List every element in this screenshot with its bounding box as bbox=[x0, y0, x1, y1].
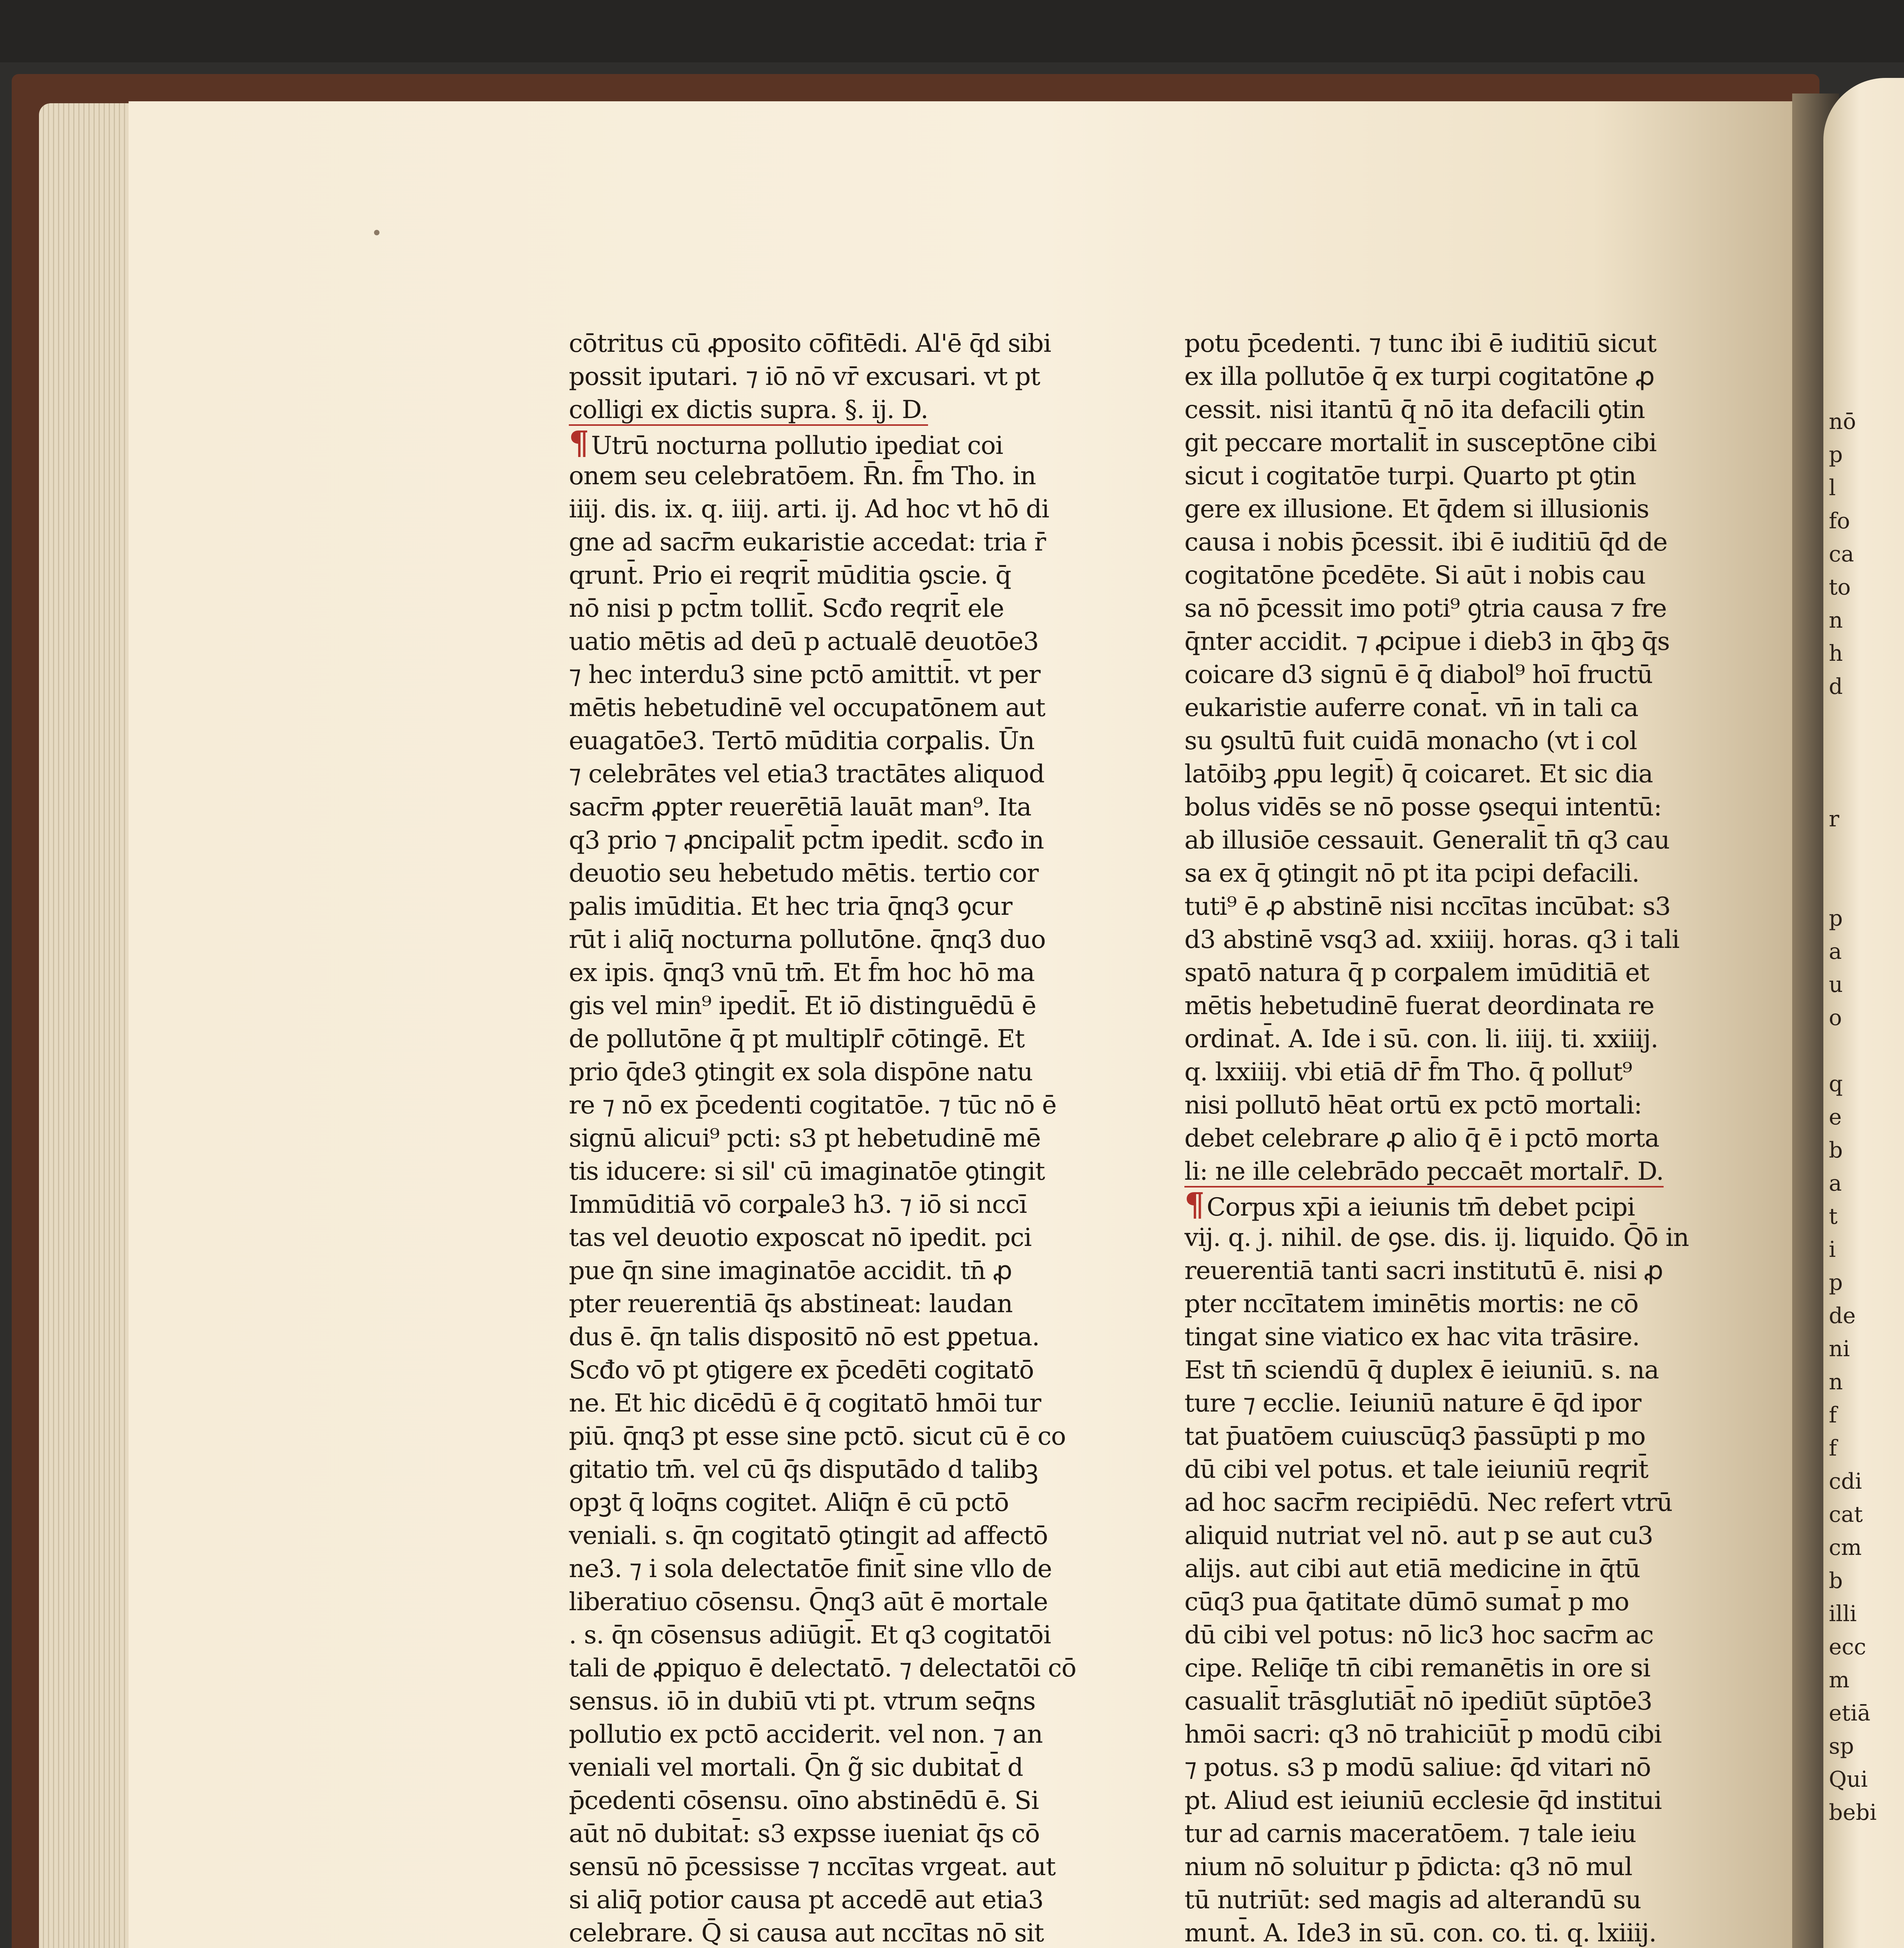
text-line bbox=[1184, 857, 1718, 890]
text-line bbox=[1184, 1188, 1718, 1221]
text-line bbox=[1184, 824, 1718, 857]
right-page-edge bbox=[1823, 78, 1904, 1948]
text-line-content: gne ad sacr̄m eukaristie accedat: tria r̄ bbox=[569, 528, 1046, 557]
text-line bbox=[1184, 393, 1718, 427]
text-line bbox=[1184, 1884, 1718, 1917]
margin-fragment: n bbox=[1829, 1369, 1843, 1395]
text-line-content: tur ad carnis maceratōem. ⁊ tale ieiu bbox=[1184, 1819, 1636, 1848]
text-line bbox=[1184, 1917, 1718, 1948]
margin-fragment: to bbox=[1829, 575, 1851, 600]
text-line bbox=[569, 1122, 1103, 1155]
text-line-content: liberatiuo cōsensu. Q̄nq3 aūt ē mortale bbox=[569, 1588, 1048, 1616]
text-line bbox=[1184, 493, 1718, 526]
text-line-content: aūt nō dubitat̄: s3 expsse iueniat q̄s cō bbox=[569, 1819, 1040, 1848]
text-line-content: ⁊ hec interdu3 sine pctō amittit̄. vt per bbox=[569, 660, 1040, 689]
text-line-content: qrunt̄. Prio ei reqrit̄ mūditia ꝯscie. q̄ bbox=[569, 561, 1011, 590]
text-line-content: ab illusiōe cessauit. Generalit̄ tn̄ q3 cau bbox=[1184, 826, 1670, 855]
text-line-content: bolus vidēs se nō posse ꝯsequi intentū: bbox=[1184, 793, 1662, 822]
text-line bbox=[569, 658, 1103, 692]
text-line-content: pter nccītatem iminētis mortis: ne cō bbox=[1184, 1290, 1639, 1318]
margin-fragment: t bbox=[1829, 1204, 1838, 1229]
text-line-content: opꝫt q̄ loq̄ns cogitet. Aliq̄n ē cū pctō bbox=[569, 1488, 1009, 1517]
text-line-content: Immūditiā vō corꝑale3 h3. ⁊ iō si nccī bbox=[569, 1190, 1027, 1219]
text-line-content: q̄nter accidit. ⁊ ꝓcipue i dieb3 in q̄bꝫ q̄s bbox=[1184, 627, 1670, 656]
text-line bbox=[569, 1718, 1103, 1751]
text-line bbox=[569, 559, 1103, 592]
margin-fragment: p bbox=[1829, 906, 1843, 931]
text-line-content: eukaristie auferre conat̄. vn̄ in tali ca bbox=[1184, 693, 1638, 722]
text-line-content: veniali vel mortali. Q̄n g̃ sic dubitat̄ d bbox=[569, 1753, 1023, 1782]
text-line bbox=[1184, 1387, 1718, 1420]
margin-fragment: a bbox=[1829, 939, 1842, 964]
text-line-content: coicare d3 signū ē q̄ diabol⁹ hoī fructū bbox=[1184, 660, 1653, 689]
text-line bbox=[569, 493, 1103, 526]
text-line bbox=[569, 592, 1103, 625]
text-line-content: ⁊ potus. s3 p modū saliue: q̄d vitari nō bbox=[1184, 1753, 1651, 1782]
text-line-content: onem seu celebratōem. R̄n. f̄m Tho. in bbox=[569, 462, 1036, 491]
text-line bbox=[1184, 1553, 1718, 1586]
text-line-content: . s. q̄n cōsensus adiūgit̄. Et q3 cogitatōi bbox=[569, 1621, 1051, 1650]
text-line bbox=[569, 393, 1103, 427]
text-line bbox=[569, 1354, 1103, 1387]
text-line bbox=[1184, 625, 1718, 658]
text-line bbox=[1184, 658, 1718, 692]
text-line-content: alijs. aut cibi aut etiā medicine in q̄tū bbox=[1184, 1555, 1640, 1583]
text-line bbox=[1184, 1685, 1718, 1718]
right-text-column bbox=[1184, 327, 1718, 1948]
text-line bbox=[1184, 692, 1718, 725]
margin-fragment: f bbox=[1829, 1436, 1837, 1461]
text-line bbox=[1184, 592, 1718, 625]
text-line bbox=[569, 1553, 1103, 1586]
margin-fragment: cm bbox=[1829, 1535, 1862, 1560]
text-line bbox=[1184, 1255, 1718, 1288]
text-line bbox=[569, 824, 1103, 857]
margin-fragment bbox=[1823, 836, 1904, 869]
text-line-content: hmōi sacri: q3 nō trahiciūt̄ p modū cibi bbox=[1184, 1720, 1662, 1749]
text-line bbox=[569, 460, 1103, 493]
text-line bbox=[569, 1221, 1103, 1255]
text-line bbox=[1184, 1354, 1718, 1387]
text-line bbox=[569, 1453, 1103, 1486]
text-line bbox=[1184, 1321, 1718, 1354]
text-line bbox=[569, 990, 1103, 1023]
text-line bbox=[1184, 1221, 1718, 1255]
text-line bbox=[1184, 1023, 1718, 1056]
text-line bbox=[569, 791, 1103, 824]
text-line bbox=[1184, 990, 1718, 1023]
margin-fragment: h bbox=[1829, 641, 1843, 666]
text-line bbox=[569, 923, 1103, 956]
margin-fragment: cdi bbox=[1829, 1469, 1862, 1494]
text-line-content: ad hoc sacr̄m recipiēdū. Nec refert vtrū bbox=[1184, 1488, 1673, 1517]
text-line-content: tas vel deuotio exposcat nō ipedit. pci bbox=[569, 1223, 1032, 1252]
text-line bbox=[569, 360, 1103, 393]
left-text-column bbox=[569, 327, 1103, 1948]
text-line-content: nisi pollutō hēat ortū ex pctō mortali: bbox=[1184, 1091, 1642, 1120]
text-line-content: signū alicui⁹ pcti: s3 pt hebetudinē mē bbox=[569, 1124, 1041, 1153]
margin-fragment: l bbox=[1829, 475, 1836, 501]
text-line-content: aliquid nutriat vel nō. aut p se aut cu3 bbox=[1184, 1521, 1653, 1550]
text-line-content: ture ⁊ ecclie. Ieiuniū nature ē q̄d ipor bbox=[1184, 1389, 1641, 1418]
text-line-content: ⁊ celebrātes vel etia3 tractātes aliquod bbox=[569, 760, 1045, 789]
text-line-content: q. lxxiiij. vbi etiā dr̄ f̄m Tho. q̄ pollut⁹ bbox=[1184, 1058, 1632, 1087]
text-line-content: possit iputari. ⁊ iō nō vr̄ excusari. vt pt bbox=[569, 362, 1040, 391]
text-line bbox=[1184, 1751, 1718, 1784]
text-line-content: spatō natura q̄ p corꝑalem imūditiā et bbox=[1184, 958, 1649, 987]
text-line bbox=[569, 1486, 1103, 1519]
text-line-content: rūt i aliq̄ nocturna pollutōne. q̄nq3 duo bbox=[569, 925, 1046, 954]
text-line bbox=[1184, 1420, 1718, 1453]
text-line bbox=[569, 1056, 1103, 1089]
margin-fragment bbox=[1823, 869, 1904, 902]
margin-fragment: m bbox=[1829, 1667, 1850, 1693]
text-line-content: munt̄. A. Ide3 in sū. con. co. ti. q. lxiiij. bbox=[1184, 1919, 1657, 1948]
text-line bbox=[569, 758, 1103, 791]
margin-fragment: Qui bbox=[1829, 1767, 1868, 1792]
text-line-content: piū. q̄nq3 pt esse sine pctō. sicut cū ē co bbox=[569, 1422, 1066, 1451]
text-line-content: causa i nobis p̄cessit. ibi ē iuditiū q̄d de bbox=[1184, 528, 1668, 557]
text-line-content: gere ex illusione. Et q̄dem si illusionis bbox=[1184, 495, 1649, 524]
right-page-text-fragments bbox=[1823, 405, 1904, 1829]
text-line-content: d3 abstinē vsq3 ad. xxiiij. horas. q3 i tali bbox=[1184, 925, 1680, 954]
text-line-content: su ꝯsultū fuit cuidā monacho (vt i col bbox=[1184, 727, 1637, 755]
text-line-content: sacr̄m ꝓpter reuerētiā lauāt man⁹. Ita bbox=[569, 793, 1031, 822]
margin-fragment: a bbox=[1829, 1171, 1842, 1196]
text-line bbox=[1184, 1155, 1718, 1188]
margin-fragment: nō bbox=[1829, 409, 1856, 434]
text-line-content: gitatio tm̄. vel cū q̄s disputādo d talibꝫ bbox=[569, 1455, 1038, 1484]
text-line bbox=[569, 1023, 1103, 1056]
text-line-content: cessit. nisi itantū q̄ nō ita defacili ꝯtin bbox=[1184, 395, 1645, 424]
text-line bbox=[569, 327, 1103, 360]
text-line bbox=[569, 625, 1103, 658]
text-line bbox=[1184, 526, 1718, 559]
text-line-content: tali de ꝓpiquo ē delectatō. ⁊ delectatōi cō bbox=[569, 1654, 1076, 1683]
text-line bbox=[569, 857, 1103, 890]
text-line-content: pt. Aliud est ieiuniū ecclesie q̄d institui bbox=[1184, 1786, 1662, 1815]
text-line-content: uatio mētis ad deū p actualē deuotōe3 bbox=[569, 627, 1039, 656]
text-line-content: reuerentiā tanti sacri institutū ē. nisi ꝓ bbox=[1184, 1256, 1663, 1285]
text-line-content: si aliq̄ potior causa pt accedē aut etia3 bbox=[569, 1886, 1044, 1914]
text-line-content: de pollutōne q̄ pt multiplr̄ cōtingē. Et bbox=[569, 1025, 1025, 1053]
text-line bbox=[1184, 923, 1718, 956]
margin-fragment: i bbox=[1829, 1237, 1836, 1262]
text-line-content: sa nō p̄cessit imo poti⁹ ꝯtria causa ⁊ fre bbox=[1184, 594, 1667, 623]
text-line bbox=[1184, 758, 1718, 791]
margin-fragment: ni bbox=[1829, 1336, 1850, 1362]
text-line bbox=[569, 1619, 1103, 1652]
text-line-content: pter reuerentiā q̄s abstineat: laudan bbox=[569, 1290, 1013, 1318]
text-line-content: dū cibi vel potus. et tale ieiuniū reqrit̄ bbox=[1184, 1455, 1648, 1484]
text-line bbox=[1184, 1586, 1718, 1619]
text-line-content: ordinat̄. A. Ide i sū. con. li. iiij. ti. xxiiij. bbox=[1184, 1025, 1658, 1053]
text-line bbox=[569, 1089, 1103, 1122]
text-line-content: tis iducere: si sil' cū imaginatōe ꝯtingit bbox=[569, 1157, 1045, 1186]
text-line-content: sensū nō p̄cessisse ⁊ nccītas vrgeat. aut bbox=[569, 1853, 1056, 1881]
text-line bbox=[569, 526, 1103, 559]
text-line-content: pue q̄n sine imaginatōe accidit. tn̄ ꝓ bbox=[569, 1256, 1012, 1285]
text-line bbox=[1184, 725, 1718, 758]
text-line bbox=[1184, 1619, 1718, 1652]
text-line-content: nium nō soluitur p p̄dicta: q3 nō mul bbox=[1184, 1853, 1632, 1881]
text-line bbox=[569, 427, 1103, 460]
margin-fragment: p bbox=[1829, 1270, 1843, 1295]
text-line-content: p̄cedenti cōsensu. oīno abstinēdū ē. Si bbox=[569, 1786, 1039, 1815]
text-line bbox=[569, 1685, 1103, 1718]
text-line-content: cūq3 pua q̄atitate dūmō sumat̄ p mo bbox=[1184, 1588, 1629, 1616]
text-line-content: tuti⁹ ē ꝓ abstinē nisi nccītas incūbat: s3 bbox=[1184, 892, 1671, 921]
text-line-content: cogitatōne p̄cedēte. Si aūt i nobis cau bbox=[1184, 561, 1646, 590]
text-line bbox=[569, 1420, 1103, 1453]
text-line bbox=[1184, 427, 1718, 460]
text-line bbox=[1184, 1519, 1718, 1553]
text-line bbox=[569, 956, 1103, 990]
text-line-content: q3 prio ⁊ ꝓncipalit̄ pct̄m ipedit. scđo in bbox=[569, 826, 1044, 855]
text-line-content: mētis hebetudinē fuerat deordinata re bbox=[1184, 992, 1654, 1020]
text-line bbox=[1184, 956, 1718, 990]
text-line-content: potu p̄cedenti. ⁊ tunc ibi ē iuditiū sicut bbox=[1184, 329, 1657, 358]
text-line bbox=[1184, 1288, 1718, 1321]
text-line-content: mētis hebetudinē vel occupatōnem aut bbox=[569, 693, 1045, 722]
text-line-content: sensus. iō in dubiū vti pt. vtrum seq̄ns bbox=[569, 1687, 1036, 1716]
text-line-content: dus ē. q̄n talis dispositō nō est ꝑpetua. bbox=[569, 1323, 1039, 1352]
text-line bbox=[1184, 1056, 1718, 1089]
text-line bbox=[569, 1586, 1103, 1619]
text-line bbox=[1184, 1122, 1718, 1155]
margin-fragment: n bbox=[1829, 608, 1843, 633]
margin-fragment: sp bbox=[1829, 1734, 1854, 1759]
text-line bbox=[569, 1155, 1103, 1188]
margin-fragment bbox=[1823, 703, 1904, 736]
text-line-content: dū cibi vel potus: nō lic3 hoc sacr̄m ac bbox=[1184, 1621, 1653, 1650]
text-line-content: ne. Et hic dicēdū ē q̄ cogitatō hmōi tur bbox=[569, 1389, 1041, 1418]
text-line-content: cipe. Reliq̄e tn̄ cibi remanētis in ore si bbox=[1184, 1654, 1650, 1683]
margin-fragment: e bbox=[1829, 1105, 1842, 1130]
scan-background bbox=[0, 0, 1904, 62]
red-pilcrow-mark: ¶ bbox=[569, 427, 589, 460]
text-line bbox=[1184, 1453, 1718, 1486]
margin-fragment: fo bbox=[1829, 508, 1850, 534]
text-line bbox=[1184, 1851, 1718, 1884]
text-line-content: sicut i cogitatōe turpi. Quarto pt ꝯtin bbox=[1184, 462, 1636, 491]
text-line-content: nō nisi p pct̄m tollit̄. Scđo reqrit̄ ele bbox=[569, 594, 1004, 623]
text-line-content: Scđo vō pt ꝯtigere ex p̄cedēti cogitatō bbox=[569, 1356, 1034, 1385]
text-line bbox=[569, 725, 1103, 758]
text-line-content: sa ex q̄ ꝯtingit nō pt ita pcipi defacili. bbox=[1184, 859, 1639, 888]
text-line-content: ne3. ⁊ i sola delectatōe finit̄ sine vllo de bbox=[569, 1555, 1052, 1583]
text-line bbox=[1184, 1652, 1718, 1685]
text-line-content: colligi ex dictis supra. §. ij. D. bbox=[569, 395, 928, 426]
margin-fragment: de bbox=[1829, 1303, 1856, 1329]
margin-fragment bbox=[1823, 769, 1904, 803]
text-line bbox=[569, 1751, 1103, 1784]
margin-fragment bbox=[1823, 1034, 1904, 1068]
margin-fragment: p bbox=[1829, 442, 1843, 468]
margin-fragment: r bbox=[1829, 806, 1839, 832]
text-line-content: casualit̄ trāsglutiāt̄ nō ipediūt sūptōe3 bbox=[1184, 1687, 1652, 1716]
margin-fragment: ecc bbox=[1829, 1634, 1866, 1660]
text-line-content: git peccare mortalit̄ in susceptōne cibi bbox=[1184, 429, 1657, 457]
text-line-content: celebrare. Q̄ si causa aut nccītas nō sit bbox=[569, 1919, 1044, 1948]
text-line-content: pollutio ex pctō acciderit. vel non. ⁊ an bbox=[569, 1720, 1043, 1749]
margin-fragment: illi bbox=[1829, 1601, 1857, 1627]
text-line-content: veniali. s. q̄n cogitatō ꝯtingit ad affectō bbox=[569, 1521, 1048, 1550]
margin-fragment: d bbox=[1829, 674, 1843, 699]
margin-fragment: q bbox=[1829, 1071, 1843, 1097]
text-line-content: debet celebrare ꝓ alio q̄ ē i pctō morta bbox=[1184, 1124, 1659, 1153]
text-line bbox=[569, 1255, 1103, 1288]
margin-fragment: etiā bbox=[1829, 1701, 1870, 1726]
text-line bbox=[1184, 791, 1718, 824]
text-line bbox=[569, 1784, 1103, 1817]
text-line bbox=[569, 1851, 1103, 1884]
text-line-content: palis imūditia. Et hec tria q̄nq3 ꝯcur bbox=[569, 892, 1012, 921]
text-line-content: Est tn̄ sciendū q̄ duplex ē ieiuniū. s. na bbox=[1184, 1356, 1659, 1385]
text-line-content: gis vel min⁹ ipedit̄. Et iō distinguēdū ē bbox=[569, 992, 1036, 1020]
text-line bbox=[1184, 1718, 1718, 1751]
text-line-content: prio q̄de3 ꝯtingit ex sola dispōne natu bbox=[569, 1058, 1033, 1087]
text-line bbox=[1184, 1486, 1718, 1519]
text-line-content: Utrū nocturna pollutio ipediat coi bbox=[591, 431, 1003, 460]
text-line-content: tat p̄uatōem cuiuscūq3 p̄assūpti p mo bbox=[1184, 1422, 1646, 1451]
text-line bbox=[569, 1884, 1103, 1917]
red-pilcrow-mark: ¶ bbox=[1184, 1188, 1205, 1221]
text-line-content: iiij. dis. ix. q. iiij. arti. ij. Ad hoc vt hō di bbox=[569, 495, 1049, 524]
text-line bbox=[1184, 559, 1718, 592]
text-line-content: li: ne ille celebrādo peccaēt mortalr̄. D. bbox=[1184, 1157, 1664, 1188]
margin-fragment bbox=[1823, 736, 1904, 769]
text-line bbox=[569, 1519, 1103, 1553]
text-line bbox=[569, 1817, 1103, 1851]
text-line-content: euagatōe3. Tertō mūditia corꝑalis. Ūn bbox=[569, 727, 1035, 755]
text-line bbox=[569, 1288, 1103, 1321]
text-line-content: ex illa pollutōe q̄ ex turpi cogitatōne ꝓ bbox=[1184, 362, 1655, 391]
text-line bbox=[1184, 360, 1718, 393]
text-line bbox=[1184, 890, 1718, 923]
text-line-content: re ⁊ nō ex p̄cedenti cogitatōe. ⁊ tūc nō ē bbox=[569, 1091, 1057, 1120]
margin-fragment: u bbox=[1829, 972, 1843, 997]
text-line bbox=[569, 1188, 1103, 1221]
text-line bbox=[1184, 1817, 1718, 1851]
margin-fragment: cat bbox=[1829, 1502, 1863, 1527]
text-line bbox=[1184, 1784, 1718, 1817]
text-line bbox=[1184, 327, 1718, 360]
text-line bbox=[569, 890, 1103, 923]
page-edges bbox=[39, 103, 132, 1948]
margin-fragment: ca bbox=[1829, 542, 1854, 567]
ink-dot bbox=[374, 230, 379, 235]
text-line-content: cōtritus cū ꝓposito cōfitēdi. Al'ē q̄d sibi bbox=[569, 329, 1051, 358]
text-line-content: deuotio seu hebetudo mētis. tertio cor bbox=[569, 859, 1039, 888]
text-line-content: vij. q. j. nihil. de ꝯse. dis. ij. liquido. Q̄ō in bbox=[1184, 1223, 1689, 1252]
text-line-content: Corpus xp̄i a ieiunis tm̄ debet pcipi bbox=[1207, 1193, 1635, 1221]
text-line bbox=[1184, 1089, 1718, 1122]
margin-fragment: f bbox=[1829, 1403, 1837, 1428]
text-line bbox=[569, 1387, 1103, 1420]
text-line-content: tingat sine viatico ex hac vita trāsire. bbox=[1184, 1323, 1640, 1352]
text-line-content: latōibꝫ ꝓpu legit̄) q̄ coicaret. Et sic dia bbox=[1184, 760, 1653, 789]
text-line-content: ex ipis. q̄nq3 vnū tm̄. Et f̄m hoc hō ma bbox=[569, 958, 1035, 987]
text-line bbox=[569, 1321, 1103, 1354]
margin-fragment: b bbox=[1829, 1568, 1843, 1593]
text-line-content: tū nutriūt: sed magis ad alterandū su bbox=[1184, 1886, 1641, 1914]
text-line bbox=[1184, 460, 1718, 493]
margin-fragment: bebi bbox=[1829, 1800, 1877, 1825]
margin-fragment: o bbox=[1829, 1005, 1842, 1030]
text-line bbox=[569, 692, 1103, 725]
text-line bbox=[569, 1652, 1103, 1685]
margin-fragment: b bbox=[1829, 1138, 1843, 1163]
text-line bbox=[569, 1917, 1103, 1948]
